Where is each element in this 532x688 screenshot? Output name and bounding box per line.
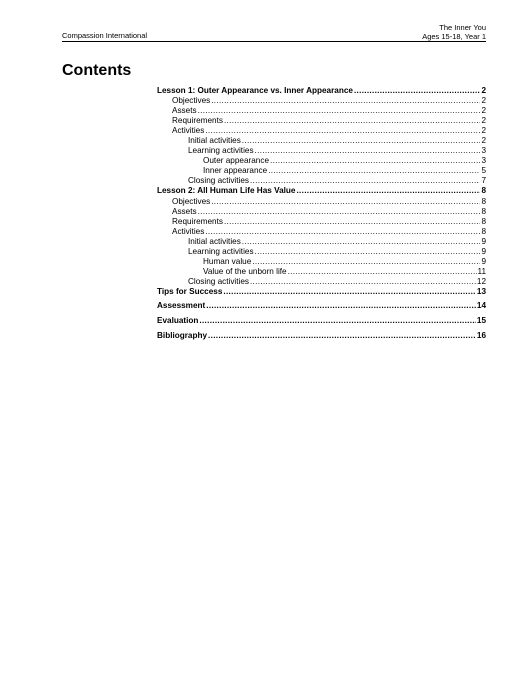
toc-entry-label: Tips for Success [157,286,223,296]
toc-leader-dots [224,116,480,126]
toc-entry[interactable] [157,237,486,247]
toc-entry[interactable] [157,96,486,106]
toc-entry-page: 8 [481,196,486,206]
toc-entry-page: 13 [476,286,486,296]
toc-entry-label: Assets [172,106,197,116]
toc-entry-page: 12 [476,276,486,286]
toc-entry[interactable] [157,126,486,136]
toc-entry-label: Closing activities [188,276,249,286]
toc-entry-label: Initial activities [188,236,241,246]
toc-leader-dots [206,301,476,311]
header-divider [62,41,486,42]
toc-entry-page: 8 [481,216,486,226]
toc-leader-dots [255,146,481,156]
toc-entry-label: Inner appearance [203,166,268,176]
toc-entry[interactable] [157,247,486,257]
toc-leader-dots [242,237,481,247]
toc-entry[interactable] [157,287,486,297]
toc-entry-label: Requirements [172,116,223,126]
toc-entry[interactable] [157,197,486,207]
toc-entry[interactable] [157,227,486,237]
toc-entry-page: 3 [481,146,486,156]
toc-entry-label: Bibliography [157,330,208,340]
toc-entry-label: Lesson 2: All Human Life Has Value [157,186,296,196]
toc-entry[interactable] [157,86,486,96]
toc-leader-dots [205,126,480,136]
toc-entry-page: 8 [481,226,486,236]
toc-entry-page: 2 [481,106,486,116]
toc-entry-label: Initial activities [188,136,241,146]
toc-entry[interactable] [157,207,486,217]
toc-leader-dots [250,277,476,287]
toc-entry[interactable] [157,316,486,326]
toc-leader-dots [211,197,480,207]
toc-entry-page: 7 [481,176,486,186]
toc-leader-dots [250,176,480,186]
toc-entry-page: 14 [476,301,486,311]
toc-entry[interactable] [157,277,486,287]
toc-entry-page: 2 [481,136,486,146]
toc-entry[interactable] [157,331,486,341]
toc-entry[interactable] [157,116,486,126]
page-title: Contents [62,62,132,79]
toc-entry-page: 8 [481,206,486,216]
toc-entry-label: Assessment [157,301,206,311]
toc-entry-page: 2 [481,86,486,95]
toc-leader-dots [205,227,480,237]
toc-entry[interactable] [157,176,486,186]
toc-entry-label: Closing activities [188,176,249,186]
toc-entry-page: 9 [481,246,486,256]
toc-entry-page: 15 [476,316,486,326]
toc-leader-dots [288,267,477,277]
toc-entry[interactable] [157,146,486,156]
toc-leader-dots [224,217,480,227]
toc-entry[interactable] [157,166,486,176]
toc-entry-page: 8 [481,186,486,196]
toc-entry-label: Evaluation [157,316,199,326]
toc-entry[interactable] [157,267,486,277]
toc-entry-page: 16 [476,330,486,340]
toc-entry-label: Objectives [172,96,211,106]
toc-entry-label: Activities [172,226,205,236]
header-organization: Compassion International [62,31,148,40]
toc-entry[interactable] [157,257,486,267]
header-document-info [422,23,486,41]
toc-leader-dots [268,166,480,176]
toc-leader-dots [199,316,475,326]
toc-entry[interactable] [157,136,486,146]
toc-entry-page: 11 [477,266,486,276]
toc-leader-dots [223,287,476,297]
toc-entry-label: Outer appearance [203,156,269,166]
toc-entry-label: Value of the unborn life [203,266,287,276]
toc-entry-label: Learning activities [188,246,254,256]
toc-leader-dots [354,86,480,96]
toc-entry-label: Objectives [172,196,211,206]
toc-entry[interactable] [157,106,486,116]
toc-entry[interactable] [157,186,486,196]
toc-entry-page: 3 [481,156,486,166]
toc-leader-dots [242,136,481,146]
header-subtitle: Ages 15-18, Year 1 [422,32,486,41]
toc-leader-dots [208,331,476,341]
table-of-contents [157,86,486,341]
toc-entry-label: Lesson 1: Outer Appearance vs. Inner Appearance [157,86,353,95]
toc-entry-label: Assets [172,206,197,216]
toc-entry-label: Activities [172,126,205,136]
toc-entry-page: 9 [481,256,486,266]
toc-leader-dots [252,257,480,267]
toc-entry[interactable] [157,301,486,311]
toc-leader-dots [255,247,481,257]
toc-entry[interactable] [157,217,486,227]
toc-leader-dots [296,186,480,196]
toc-entry-label: Human value [203,256,252,266]
toc-entry[interactable] [157,156,486,166]
header-title: The Inner You [439,23,486,32]
toc-entry-page: 9 [481,236,486,246]
toc-leader-dots [211,96,480,106]
toc-entry-page: 2 [481,96,486,106]
toc-leader-dots [198,207,481,217]
toc-entry-label: Requirements [172,216,223,226]
toc-leader-dots [270,156,480,166]
toc-entry-page: 2 [481,116,486,126]
toc-entry-page: 5 [481,166,486,176]
toc-entry-label: Learning activities [188,146,254,156]
toc-entry-page: 2 [481,126,486,136]
toc-leader-dots [198,106,481,116]
